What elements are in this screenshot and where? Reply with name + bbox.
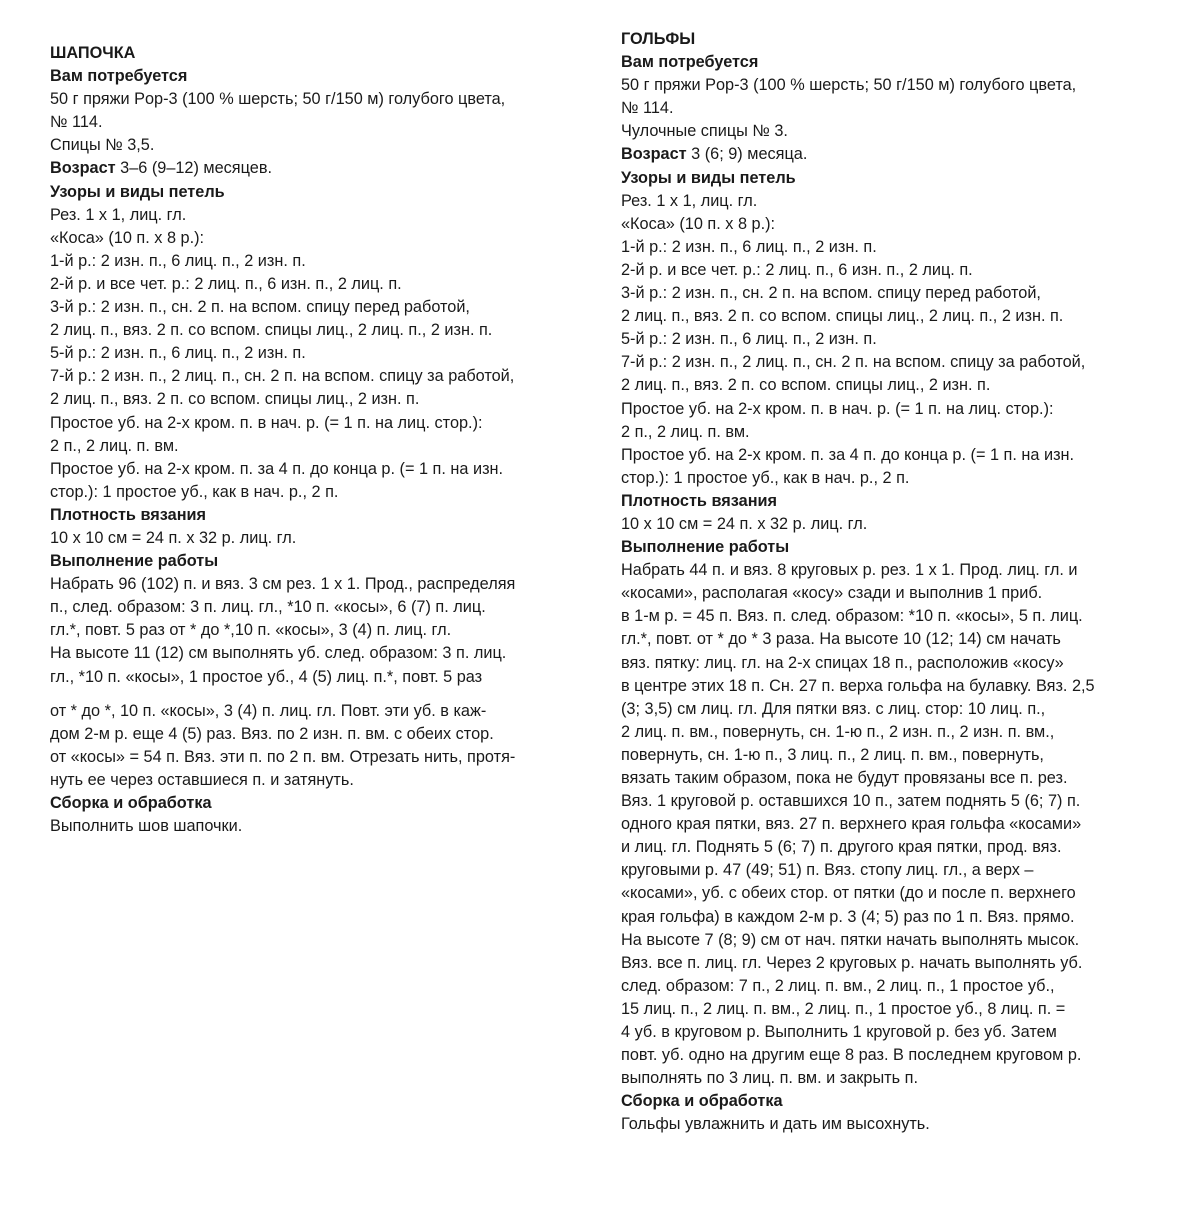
text-line: Набрать 44 п. и вяз. 8 круговых р. рез. 1 х 1. Прод. лиц. гл. и <box>621 561 1078 580</box>
text-line: гл.*, повт. 5 раз от * до *,10 п. «косы», 3 (4) п. лиц. гл. <box>50 621 452 640</box>
socks-density-value: 10 х 10 см = 24 п. х 32 р. лиц. гл. <box>621 514 868 533</box>
hat-requirements-heading: Вам потребуется <box>50 67 188 86</box>
socks-patterns <box>621 190 1176 490</box>
text-line: и лиц. гл. Поднять 5 (6; 7) п. другого края пятки, прод. вяз. <box>621 838 1062 857</box>
text-line: Чулочные спицы № 3. <box>621 122 788 141</box>
text-line: 2 п., 2 лиц. п. вм. <box>50 436 179 455</box>
hat-age-label: Возраст <box>50 159 116 178</box>
text-line: Простое уб. на 2-х кром. п. за 4 п. до конца р. (= 1 п. на изн. <box>621 445 1075 464</box>
text-line: 3-й р.: 2 изн. п., сн. 2 п. на вспом. спицу перед работой, <box>50 298 470 317</box>
text-line: Простое уб. на 2-х кром. п. за 4 п. до конца р. (= 1 п. на изн. <box>50 459 504 478</box>
text-line: от * до *, 10 п. «косы», 3 (4) п. лиц. гл. Повт. эти уб. в каж- <box>50 701 487 720</box>
hat-requirements <box>50 88 595 157</box>
text-line: от «косы» = 54 п. Вяз. эти п. по 2 п. вм. Отрезать нить, протя- <box>50 747 516 766</box>
text-line: Набрать 96 (102) п. и вяз. 3 см рез. 1 х 1. Прод., распределяя <box>50 575 516 594</box>
text-line: Рез. 1 х 1, лиц. гл. <box>621 191 758 210</box>
text-line: «Коса» (10 п. х 8 р.): <box>50 228 205 247</box>
text-line: 4 уб. в круговом р. Выполнить 1 круговой р. без уб. Затем <box>621 1023 1057 1042</box>
hat-patterns-heading: Узоры и виды петель <box>50 182 225 201</box>
text-line: п., след. образом: 3 п. лиц. гл., *10 п. «косы», 6 (7) п. лиц. <box>50 598 486 617</box>
paragraph-gap <box>50 689 595 700</box>
text-line: 5-й р.: 2 изн. п., 6 лиц. п., 2 изн. п. <box>621 330 877 349</box>
socks-assembly-heading: Сборка и обработка <box>621 1092 783 1111</box>
text-line: вязать таким образом, пока не будут провязаны все п. рез. <box>621 769 1068 787</box>
text-line: 2 лиц. п., вяз. 2 п. со вспом. спицы лиц., 2 изн. п. <box>621 376 991 395</box>
text-line: 5-й р.: 2 изн. п., 6 лиц. п., 2 изн. п. <box>50 344 306 363</box>
text-line: вяз. пятку: лиц. гл. на 2-х спицах 18 п., расположив «косу» <box>621 653 1064 672</box>
text-line: 2 лиц. п., вяз. 2 п. со вспом. спицы лиц., 2 лиц. п., 2 изн. п. <box>50 321 493 340</box>
text-line: 2-й р. и все чет. р.: 2 лиц. п., 6 изн. п., 2 лиц. п. <box>50 274 402 293</box>
text-line: Простое уб. на 2-х кром. п. в нач. р. (= 1 п. на лиц. стор.): <box>621 399 1054 418</box>
socks-age-label: Возраст <box>621 145 687 164</box>
text-line: На высоте 7 (8; 9) см от нач. пятки начать выполнять мысок. <box>621 930 1080 949</box>
text-line: На высоте 11 (12) см выполнять уб. след. образом: 3 п. лиц. <box>50 644 507 663</box>
socks-patterns-heading: Узоры и виды петель <box>621 168 796 187</box>
hat-age-value: 3–6 (9–12) месяцев. <box>115 159 272 178</box>
hat-assembly-text: Выполнить шов шапочки. <box>50 817 243 836</box>
socks-density-heading: Плотность вязания <box>621 491 778 510</box>
hat-work-heading: Выполнение работы <box>50 552 219 571</box>
socks-age-value: 3 (6; 9) месяца. <box>686 145 808 164</box>
hat-density-value: 10 х 10 см = 24 п. х 32 р. лиц. гл. <box>50 528 297 547</box>
hat-patterns <box>50 204 595 504</box>
text-line: 2 лиц. п. вм., повернуть, сн. 1-ю п., 2 изн. п., 2 изн. п. вм., <box>621 722 1055 741</box>
text-line: нуть ее через оставшиеся п. и затянуть. <box>50 770 354 789</box>
text-line: Вяз. все п. лиц. гл. Через 2 круговых р. начать выполнять уб. <box>621 953 1083 972</box>
text-line: дом 2-м р. еще 4 (5) раз. Вяз. по 2 изн. п. вм. с обеих стор. <box>50 724 494 743</box>
text-line: 50 г пряжи Pop-3 (100 % шерсть; 50 г/150 м) голубого цвета, <box>621 76 1077 95</box>
text-line: № 114. <box>621 99 674 118</box>
text-line: (3; 3,5) см лиц. гл. Для пятки вяз. с лиц. стор: 10 лиц. п., <box>621 699 1046 718</box>
text-line: повернуть, сн. 1-ю п., 3 лиц. п., 2 лиц. п. вм., повернуть, <box>621 745 1044 764</box>
text-line: гл.*, повт. от * до * 3 раза. На высоте 10 (12; 14) см начать <box>621 630 1061 649</box>
text-line: 2 п., 2 лиц. п. вм. <box>621 422 750 441</box>
text-line: Простое уб. на 2-х кром. п. в нач. р. (= 1 п. на лиц. стор.): <box>50 413 483 432</box>
text-line: 7-й р.: 2 изн. п., 2 лиц. п., сн. 2 п. на вспом. спицу за работой, <box>621 353 1086 372</box>
socks-requirements <box>621 74 1176 143</box>
hat-column <box>50 42 595 838</box>
text-line: 3-й р.: 2 изн. п., сн. 2 п. на вспом. спицу перед работой, <box>621 284 1041 303</box>
text-line: «косами», располагая «косу» сзади и выполнив 1 приб. <box>621 584 1043 603</box>
text-line: одного края пятки, вяз. 27 п. верхнего края гольфа «косами» <box>621 815 1082 834</box>
socks-work-heading: Выполнение работы <box>621 538 790 557</box>
text-line: 2 лиц. п., вяз. 2 п. со вспом. спицы лиц., 2 изн. п. <box>50 390 420 409</box>
text-line: 1-й р.: 2 изн. п., 6 лиц. п., 2 изн. п. <box>50 251 306 270</box>
text-line: № 114. <box>50 113 103 132</box>
socks-age <box>621 143 1176 166</box>
text-line: 50 г пряжи Pop-3 (100 % шерсть; 50 г/150 м) голубого цвета, <box>50 90 506 109</box>
text-line: края гольфа) в каждом 2-м р. 3 (4; 5) раз по 1 п. Вяз. прямо. <box>621 907 1075 926</box>
socks-requirements-heading: Вам потребуется <box>621 53 759 72</box>
hat-work-instructions <box>50 573 595 792</box>
text-line: стор.): 1 простое уб., как в нач. р., 2 п. <box>50 482 339 501</box>
hat-assembly-heading: Сборка и обработка <box>50 794 212 812</box>
text-line: в 1-м р. = 45 п. Вяз. п. след. образом: *10 п. «косы», 5 п. лиц. <box>621 607 1083 626</box>
hat-title: ШАПОЧКА <box>50 44 136 62</box>
text-line: 1-й р.: 2 изн. п., 6 лиц. п., 2 изн. п. <box>621 237 877 256</box>
hat-age <box>50 157 595 180</box>
text-line: выполнять по 3 лиц. п. вм. и закрыть п. <box>621 1069 918 1088</box>
text-line: стор.): 1 простое уб., как в нач. р., 2 п. <box>621 468 910 487</box>
text-line: «косами», уб. с обеих стор. от пятки (до и после п. верхнего <box>621 884 1076 903</box>
text-line: 15 лиц. п., 2 лиц. п. вм., 2 лиц. п., 1 простое уб., 8 лиц. п. = <box>621 999 1066 1018</box>
text-line: в центре этих 18 п. Сн. 27 п. верха гольфа на булавку. Вяз. 2,5 <box>621 676 1095 695</box>
text-line: 7-й р.: 2 изн. п., 2 лиц. п., сн. 2 п. на вспом. спицу за работой, <box>50 367 515 386</box>
text-line: Вяз. 1 круговой р. оставшихся 10 п., затем поднять 5 (6; 7) п. <box>621 792 1081 811</box>
text-line: 2-й р. и все чет. р.: 2 лиц. п., 6 изн. п., 2 лиц. п. <box>621 260 973 279</box>
text-line: гл., *10 п. «косы», 1 простое уб., 4 (5) лиц. п.*, повт. 5 раз <box>50 667 483 686</box>
text-line: 2 лиц. п., вяз. 2 п. со вспом. спицы лиц., 2 лиц. п., 2 изн. п. <box>621 307 1064 326</box>
text-line: след. образом: 7 п., 2 лиц. п. вм., 2 лиц. п., 1 простое уб., <box>621 976 1055 995</box>
text-line: Рез. 1 х 1, лиц. гл. <box>50 205 187 224</box>
socks-column <box>621 28 1176 1137</box>
text-line: Спицы № 3,5. <box>50 136 155 155</box>
text-line: круговыми р. 47 (49; 51) п. Вяз. стопу лиц. гл., а верх – <box>621 861 1034 880</box>
socks-work-instructions <box>621 559 1176 1090</box>
hat-density-heading: Плотность вязания <box>50 505 207 524</box>
text-line: повт. уб. одно на другим еще 8 раз. В последнем круговом р. <box>621 1046 1082 1065</box>
socks-title: ГОЛЬФЫ <box>621 30 696 48</box>
socks-assembly-text: Гольфы увлажнить и дать им высохнуть. <box>621 1115 930 1134</box>
text-line: «Коса» (10 п. х 8 р.): <box>621 214 776 233</box>
